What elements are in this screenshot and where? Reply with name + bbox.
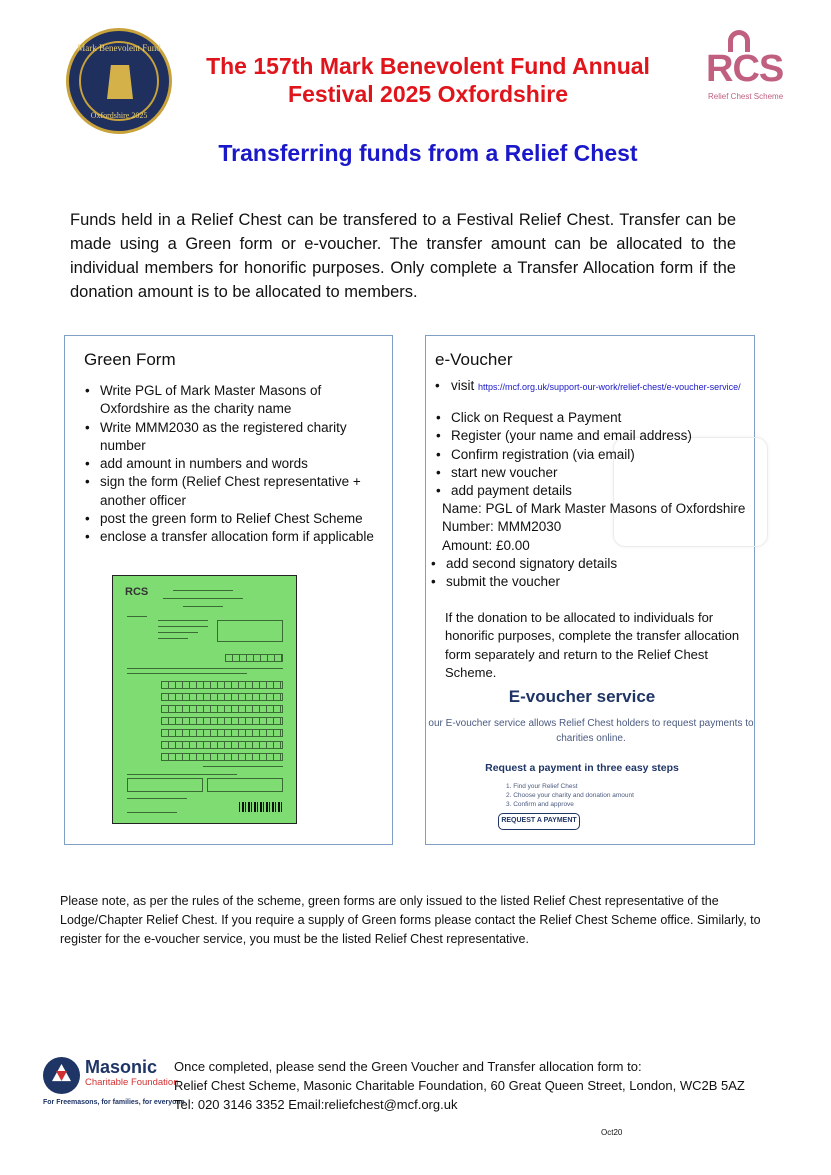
list-item: • post the green form to Relief Chest Scheme [84, 510, 374, 528]
keystone-icon [107, 65, 133, 99]
footer-contact-line: Tel: 020 3146 3352 Email:reliefchest@mcf.org.uk [174, 1097, 458, 1112]
payment-amount: Amount: £0.00 [442, 537, 530, 553]
list-item: • submit the voucher [430, 573, 750, 591]
list-item: 3. Confirm and approve [506, 801, 574, 808]
list-item: 1. Find your Relief Chest [506, 783, 578, 790]
mcf-tagline: For Freemasons, for families, for everyone [43, 1099, 185, 1106]
footer-line-1: Once completed, please send the Green Voucher and Transfer allocation form to: [174, 1059, 642, 1074]
list-item: • add payment details [435, 482, 750, 500]
steps-list [506, 782, 634, 809]
evoucher-title: e-Voucher [435, 350, 513, 369]
list-item: • start new voucher [435, 464, 750, 482]
list-item: • Write PGL of Mark Master Masons of Oxfordshire as the charity name [84, 382, 374, 419]
payment-number: Number: MMM2030 [442, 519, 562, 535]
allocation-note: If the donation to be allocated to individuals for honorific purposes, complete the transfer allocation form separately and return to the Relief Chest Scheme. [445, 610, 740, 680]
visit-label: visit [451, 378, 475, 393]
rcs-letters: RCS [706, 48, 784, 90]
evoucher-steps [435, 409, 750, 500]
scheme-rules-note: Please note, as per the rules of the scheme, green forms are only issued to the listed Relief Chest representative of the Lodge/Chapter Relief Chest. If you require a supply of Green forms please contact the Relief Chest Scheme office. Similarly, to register for the e-voucher service, you must be the listed Relief Chest representative. [60, 894, 761, 946]
list-item: • add amount in numbers and words [84, 455, 374, 473]
page-title [176, 52, 680, 108]
barcode [239, 802, 283, 812]
green-form-panel [64, 335, 393, 845]
evoucher-steps-final [430, 555, 750, 592]
rcs-logo [700, 30, 788, 110]
footer-contact [174, 1057, 745, 1114]
intro-paragraph: Funds held in a Relief Chest can be transfered to a Festival Relief Chest. Transfer can be made using a Green form or e-voucher. The transfer amount can be allocated to the individual members for honorific purposes. Only complete a Transfer Allocation form if the donation amount is to be allocated to members. [70, 211, 736, 301]
footer-address: Relief Chest Scheme, Masonic Charitable Foundation, 60 Great Queen Street, London, WC2B 5AZ [174, 1078, 745, 1093]
logo-text-top: Mark Benevolent Fund [77, 43, 161, 53]
bullet: • [435, 378, 440, 393]
evoucher-link[interactable]: https://mcf.org.uk/support-our-work/relief-chest/e-voucher-service/ [478, 382, 741, 392]
rcs-tagline: Relief Chest Scheme [708, 92, 784, 101]
evoucher-service-title: E-voucher service [508, 687, 656, 706]
mark-benevolent-fund-logo [66, 28, 172, 134]
list-item: • add second signatory details [430, 555, 750, 573]
list-item: • Click on Request a Payment [435, 409, 750, 427]
mcf-subname: Charitable Foundation [85, 1077, 179, 1088]
visit-line [435, 378, 741, 393]
green-form-image [112, 575, 297, 824]
list-item: • Register (your name and email address) [435, 427, 750, 445]
logo-text-bottom: Oxfordshire 2025 [90, 111, 148, 120]
list-item: 2. Choose your charity and donation amount [506, 792, 634, 799]
payment-name: Name: PGL of Mark Master Masons of Oxfordshire [442, 501, 746, 516]
service-desc-line-1: our E-voucher service allows Relief Chest holders to request payments to [428, 718, 754, 729]
page-subtitle: Transferring funds from a Relief Chest [218, 140, 638, 166]
list-item: • sign the form (Relief Chest representative + another officer [84, 473, 374, 510]
evoucher-service-desc [426, 716, 756, 746]
mcf-logo [43, 1053, 185, 1113]
title-line-1: The 157th Mark Benevolent Fund Annual [206, 53, 650, 79]
mcf-name: Masonic [85, 1057, 158, 1077]
date-code: Oct20 [601, 1128, 623, 1137]
request-payment-button[interactable]: REQUEST A PAYMENT [498, 813, 580, 830]
service-desc-line-2: charities online. [556, 733, 626, 744]
steps-title: Request a payment in three easy steps [485, 762, 679, 774]
list-item: • Confirm registration (via email) [435, 446, 750, 464]
payment-details [442, 500, 745, 555]
list-item: • Write MMM2030 as the registered charity number [84, 419, 374, 456]
title-line-2: Festival 2025 Oxfordshire [288, 81, 568, 107]
green-form-steps [84, 382, 374, 547]
list-item: • enclose a transfer allocation form if applicable [84, 528, 374, 546]
evoucher-panel [425, 335, 755, 845]
green-form-rcs-logo: RCS [125, 586, 149, 598]
green-form-title: Green Form [84, 350, 176, 369]
